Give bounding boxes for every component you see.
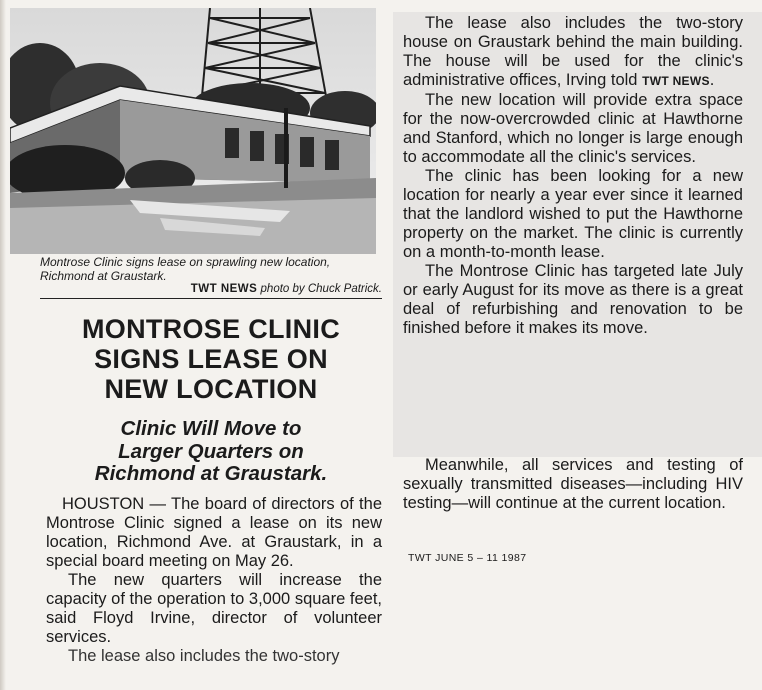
- body-paragraph: [403, 14, 743, 91]
- news-photo: [10, 8, 376, 254]
- body-paragraph: HOUSTON — The board of directors of the Montrose Clinic signed a lease on its new location, Richmond Ave. at Graustark, in a special board meeting on May 26.: [46, 495, 382, 570]
- body-paragraph: The new location will provide extra space for the now-overcrowded clinic at Hawthorne and Stanford, which no longer is large enough to accommodate all the clinic's services.: [403, 91, 743, 166]
- photo-caption: [40, 256, 382, 297]
- subhead-line: Clinic Will Move to: [120, 417, 302, 440]
- subhead-line: Larger Quarters on: [118, 439, 304, 463]
- subheadline: [40, 418, 382, 486]
- body-paragraph: The clinic has been looking for a new location for nearly a year ever since it learned that the landlord wished to put the Hawthorne property on the market. The clinic is currently on a month-to-month lease.: [403, 167, 743, 261]
- headline-line: MONTROSE CLINIC: [82, 314, 340, 344]
- publication-name: TWT NEWS: [642, 74, 710, 88]
- article-body-left: [46, 495, 382, 666]
- article-body-right-continued: [403, 456, 743, 513]
- body-paragraph-cut: The lease also includes the two-story: [68, 647, 340, 665]
- caption-text: Montrose Clinic signs lease on sprawling new location, Richmond at Graustark.: [40, 255, 331, 283]
- divider-rule: [40, 298, 382, 299]
- subhead-line: Richmond at Graustark.: [94, 462, 328, 485]
- article-body-right: [403, 14, 743, 338]
- photo-credit: [40, 283, 382, 297]
- paragraph-text: The lease also includes the two-story house on Graustark behind the main building. The house will be used for the clinic's administrative offices, Irving told: [403, 14, 743, 89]
- credit-text: photo by Chuck Patrick.: [257, 283, 382, 295]
- body-paragraph: The new quarters will increase the capacity of the operation to 3,000 square feet, said Floyd Irvine, director of volunteer services.: [46, 571, 382, 646]
- body-paragraph: Meanwhile, all services and testing of sexually transmitted diseases—including HIV testing—will continue at the current location.: [403, 456, 743, 512]
- building-photo-illustration: [10, 8, 376, 254]
- page-edge: [0, 0, 6, 690]
- publication-dateline: TWT JUNE 5 – 11 1987: [408, 552, 527, 564]
- paragraph-text: .: [709, 71, 715, 89]
- credit-publication: TWT NEWS: [190, 283, 258, 295]
- headline-line: NEW LOCATION: [104, 374, 318, 404]
- body-paragraph: The Montrose Clinic has targeted late July or early August for its move as there is a great deal of refurbishing and renovation to be finished before it makes its move.: [403, 262, 743, 337]
- headline-line: SIGNS LEASE ON: [94, 344, 328, 374]
- headline: [40, 314, 382, 404]
